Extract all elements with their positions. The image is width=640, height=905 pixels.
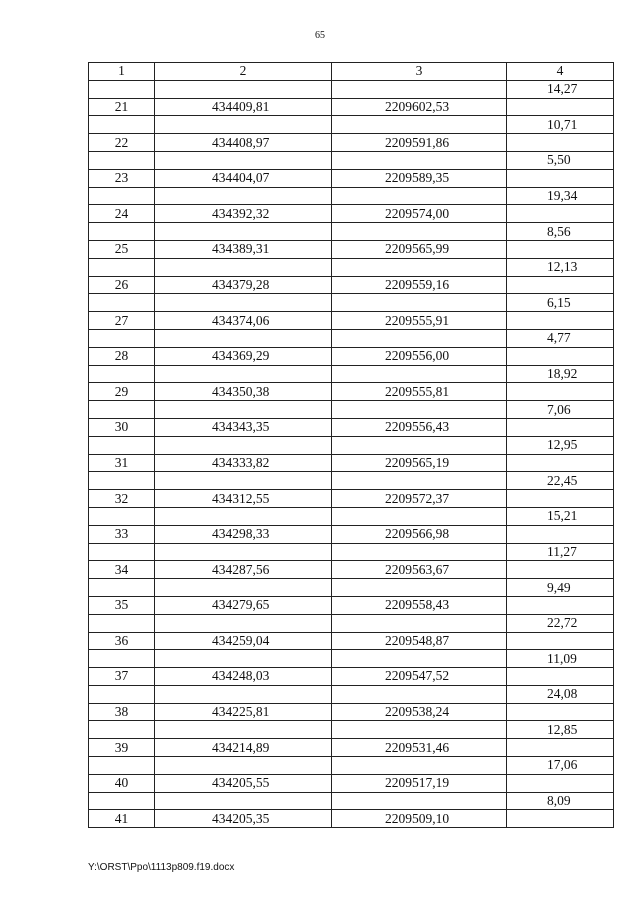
distance-row <box>89 792 614 810</box>
empty-cell <box>89 792 155 810</box>
distance-cell: 14,27 <box>507 80 614 98</box>
empty-cell <box>89 650 155 668</box>
x-coordinate-cell: 434389,31 <box>155 240 332 258</box>
table-row <box>89 668 614 686</box>
point-number-cell: 21 <box>89 98 155 116</box>
distance-cell: 12,95 <box>507 436 614 454</box>
empty-cell <box>332 685 507 703</box>
empty-cell <box>155 685 332 703</box>
point-number-cell: 35 <box>89 596 155 614</box>
empty-cell <box>332 721 507 739</box>
point-number-cell: 31 <box>89 454 155 472</box>
distance-row <box>89 650 614 668</box>
x-coordinate-cell: 434259,04 <box>155 632 332 650</box>
distance-row <box>89 721 614 739</box>
distance-row <box>89 187 614 205</box>
table-body <box>89 80 614 827</box>
table-row <box>89 98 614 116</box>
y-coordinate-cell: 2209548,87 <box>332 632 507 650</box>
point-number-cell: 26 <box>89 276 155 294</box>
empty-cell <box>507 312 614 330</box>
empty-cell <box>155 614 332 632</box>
empty-cell <box>155 116 332 134</box>
distance-row <box>89 507 614 525</box>
distance-row <box>89 757 614 775</box>
empty-cell <box>155 258 332 276</box>
empty-cell <box>89 507 155 525</box>
table-row <box>89 632 614 650</box>
distance-cell: 24,08 <box>507 685 614 703</box>
y-coordinate-cell: 2209565,99 <box>332 240 507 258</box>
x-coordinate-cell: 434404,07 <box>155 169 332 187</box>
table-header-row <box>89 63 614 81</box>
y-coordinate-cell: 2209565,19 <box>332 454 507 472</box>
coordinates-table <box>88 62 614 828</box>
empty-cell <box>89 329 155 347</box>
table-row <box>89 596 614 614</box>
header-col-2: 2 <box>155 63 332 81</box>
empty-cell <box>155 80 332 98</box>
distance-row <box>89 614 614 632</box>
y-coordinate-cell: 2209563,67 <box>332 561 507 579</box>
empty-cell <box>507 240 614 258</box>
empty-cell <box>507 347 614 365</box>
empty-cell <box>507 632 614 650</box>
empty-cell <box>155 543 332 561</box>
empty-cell <box>89 614 155 632</box>
x-coordinate-cell: 434392,32 <box>155 205 332 223</box>
x-coordinate-cell: 434379,28 <box>155 276 332 294</box>
distance-row <box>89 80 614 98</box>
distance-row <box>89 294 614 312</box>
distance-row <box>89 685 614 703</box>
empty-cell <box>89 294 155 312</box>
point-number-cell: 25 <box>89 240 155 258</box>
y-coordinate-cell: 2209538,24 <box>332 703 507 721</box>
empty-cell <box>507 98 614 116</box>
distance-row <box>89 401 614 419</box>
point-number-cell: 36 <box>89 632 155 650</box>
distance-row <box>89 579 614 597</box>
x-coordinate-cell: 434205,35 <box>155 810 332 828</box>
empty-cell <box>89 401 155 419</box>
table-row <box>89 169 614 187</box>
distance-cell: 5,50 <box>507 151 614 169</box>
y-coordinate-cell: 2209591,86 <box>332 134 507 152</box>
empty-cell <box>89 223 155 241</box>
table-row <box>89 703 614 721</box>
empty-cell <box>155 187 332 205</box>
x-coordinate-cell: 434350,38 <box>155 383 332 401</box>
distance-row <box>89 436 614 454</box>
distance-row <box>89 223 614 241</box>
empty-cell <box>507 205 614 223</box>
x-coordinate-cell: 434225,81 <box>155 703 332 721</box>
y-coordinate-cell: 2209559,16 <box>332 276 507 294</box>
distance-cell: 6,15 <box>507 294 614 312</box>
distance-row <box>89 151 614 169</box>
point-number-cell: 27 <box>89 312 155 330</box>
empty-cell <box>332 650 507 668</box>
empty-cell <box>332 757 507 775</box>
empty-cell <box>155 223 332 241</box>
distance-cell: 18,92 <box>507 365 614 383</box>
table-row <box>89 561 614 579</box>
distance-cell: 8,56 <box>507 223 614 241</box>
distance-cell: 9,49 <box>507 579 614 597</box>
empty-cell <box>507 276 614 294</box>
table-row <box>89 276 614 294</box>
y-coordinate-cell: 2209602,53 <box>332 98 507 116</box>
empty-cell <box>155 436 332 454</box>
y-coordinate-cell: 2209556,43 <box>332 418 507 436</box>
page-number: 65 <box>315 30 325 41</box>
y-coordinate-cell: 2209531,46 <box>332 739 507 757</box>
empty-cell <box>507 383 614 401</box>
x-coordinate-cell: 434312,55 <box>155 490 332 508</box>
point-number-cell: 23 <box>89 169 155 187</box>
empty-cell <box>155 329 332 347</box>
empty-cell <box>155 721 332 739</box>
y-coordinate-cell: 2209572,37 <box>332 490 507 508</box>
empty-cell <box>332 151 507 169</box>
y-coordinate-cell: 2209547,52 <box>332 668 507 686</box>
point-number-cell: 41 <box>89 810 155 828</box>
table-row <box>89 454 614 472</box>
point-number-cell: 32 <box>89 490 155 508</box>
x-coordinate-cell: 434214,89 <box>155 739 332 757</box>
table-row <box>89 525 614 543</box>
x-coordinate-cell: 434409,81 <box>155 98 332 116</box>
y-coordinate-cell: 2209566,98 <box>332 525 507 543</box>
point-number-cell: 30 <box>89 418 155 436</box>
y-coordinate-cell: 2209558,43 <box>332 596 507 614</box>
empty-cell <box>155 792 332 810</box>
distance-cell: 15,21 <box>507 507 614 525</box>
empty-cell <box>155 365 332 383</box>
empty-cell <box>332 329 507 347</box>
empty-cell <box>507 169 614 187</box>
distance-cell: 22,72 <box>507 614 614 632</box>
empty-cell <box>507 134 614 152</box>
empty-cell <box>89 365 155 383</box>
header-col-4: 4 <box>507 63 614 81</box>
y-coordinate-cell: 2209555,91 <box>332 312 507 330</box>
empty-cell <box>507 810 614 828</box>
empty-cell <box>332 792 507 810</box>
distance-cell: 11,27 <box>507 543 614 561</box>
empty-cell <box>507 561 614 579</box>
distance-cell: 10,71 <box>507 116 614 134</box>
x-coordinate-cell: 434248,03 <box>155 668 332 686</box>
y-coordinate-cell: 2209574,00 <box>332 205 507 223</box>
distance-cell: 11,09 <box>507 650 614 668</box>
empty-cell <box>89 721 155 739</box>
empty-cell <box>155 579 332 597</box>
point-number-cell: 34 <box>89 561 155 579</box>
empty-cell <box>507 774 614 792</box>
empty-cell <box>507 454 614 472</box>
table-row <box>89 739 614 757</box>
distance-row <box>89 329 614 347</box>
empty-cell <box>89 151 155 169</box>
distance-cell: 4,77 <box>507 329 614 347</box>
y-coordinate-cell: 2209555,81 <box>332 383 507 401</box>
point-number-cell: 38 <box>89 703 155 721</box>
empty-cell <box>332 436 507 454</box>
empty-cell <box>155 472 332 490</box>
y-coordinate-cell: 2209509,10 <box>332 810 507 828</box>
empty-cell <box>89 579 155 597</box>
table-row <box>89 490 614 508</box>
empty-cell <box>89 757 155 775</box>
empty-cell <box>332 187 507 205</box>
x-coordinate-cell: 434298,33 <box>155 525 332 543</box>
x-coordinate-cell: 434369,29 <box>155 347 332 365</box>
point-number-cell: 24 <box>89 205 155 223</box>
x-coordinate-cell: 434333,82 <box>155 454 332 472</box>
x-coordinate-cell: 434343,35 <box>155 418 332 436</box>
distance-cell: 17,06 <box>507 757 614 775</box>
x-coordinate-cell: 434287,56 <box>155 561 332 579</box>
table-row <box>89 810 614 828</box>
y-coordinate-cell: 2209556,00 <box>332 347 507 365</box>
table-row <box>89 134 614 152</box>
x-coordinate-cell: 434205,55 <box>155 774 332 792</box>
empty-cell <box>507 525 614 543</box>
point-number-cell: 28 <box>89 347 155 365</box>
point-number-cell: 40 <box>89 774 155 792</box>
distance-cell: 8,09 <box>507 792 614 810</box>
table-row <box>89 205 614 223</box>
empty-cell <box>155 757 332 775</box>
distance-row <box>89 365 614 383</box>
point-number-cell: 22 <box>89 134 155 152</box>
empty-cell <box>89 258 155 276</box>
empty-cell <box>155 507 332 525</box>
distance-row <box>89 543 614 561</box>
empty-cell <box>89 543 155 561</box>
empty-cell <box>332 365 507 383</box>
table-row <box>89 383 614 401</box>
point-number-cell: 39 <box>89 739 155 757</box>
empty-cell <box>507 418 614 436</box>
table-row <box>89 312 614 330</box>
y-coordinate-cell: 2209589,35 <box>332 169 507 187</box>
empty-cell <box>89 436 155 454</box>
empty-cell <box>89 80 155 98</box>
point-number-cell: 33 <box>89 525 155 543</box>
empty-cell <box>332 401 507 419</box>
table-row <box>89 240 614 258</box>
empty-cell <box>332 507 507 525</box>
table-row <box>89 347 614 365</box>
table-row <box>89 774 614 792</box>
empty-cell <box>507 490 614 508</box>
empty-cell <box>155 151 332 169</box>
empty-cell <box>332 223 507 241</box>
empty-cell <box>507 739 614 757</box>
distance-row <box>89 472 614 490</box>
empty-cell <box>89 472 155 490</box>
empty-cell <box>507 668 614 686</box>
empty-cell <box>332 543 507 561</box>
header-col-3: 3 <box>332 63 507 81</box>
distance-cell: 22,45 <box>507 472 614 490</box>
distance-cell: 7,06 <box>507 401 614 419</box>
empty-cell <box>332 294 507 312</box>
distance-cell: 19,34 <box>507 187 614 205</box>
empty-cell <box>155 294 332 312</box>
distance-row <box>89 116 614 134</box>
point-number-cell: 29 <box>89 383 155 401</box>
empty-cell <box>332 614 507 632</box>
x-coordinate-cell: 434408,97 <box>155 134 332 152</box>
header-col-1: 1 <box>89 63 155 81</box>
empty-cell <box>332 258 507 276</box>
table-row <box>89 418 614 436</box>
empty-cell <box>332 116 507 134</box>
footer-file-path: Y:\ORST\Ppo\1113p809.f19.docx <box>88 862 235 873</box>
empty-cell <box>332 80 507 98</box>
empty-cell <box>155 650 332 668</box>
empty-cell <box>155 401 332 419</box>
empty-cell <box>332 579 507 597</box>
empty-cell <box>507 703 614 721</box>
y-coordinate-cell: 2209517,19 <box>332 774 507 792</box>
point-number-cell: 37 <box>89 668 155 686</box>
x-coordinate-cell: 434374,06 <box>155 312 332 330</box>
distance-cell: 12,13 <box>507 258 614 276</box>
empty-cell <box>507 596 614 614</box>
distance-cell: 12,85 <box>507 721 614 739</box>
empty-cell <box>332 472 507 490</box>
x-coordinate-cell: 434279,65 <box>155 596 332 614</box>
empty-cell <box>89 116 155 134</box>
distance-row <box>89 258 614 276</box>
empty-cell <box>89 187 155 205</box>
empty-cell <box>89 685 155 703</box>
